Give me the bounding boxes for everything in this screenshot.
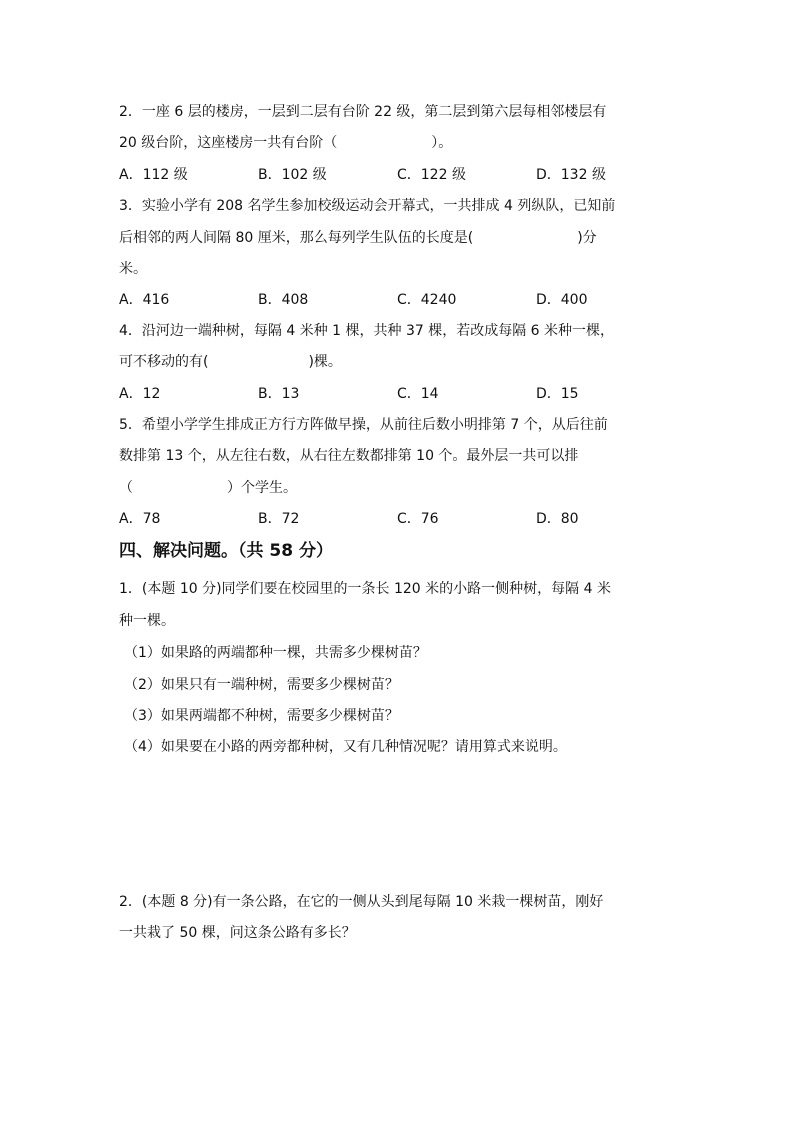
p2-line-1: 2．(本题 8 分)有一条公路，在它的一侧从头到尾每隔 10 米栽一棵树苗，刚好 xyxy=(119,894,604,910)
q3-line-3: 米。 xyxy=(119,261,147,277)
option-b: B．408 xyxy=(258,292,309,308)
option-d: D．15 xyxy=(536,386,579,402)
q3-stem-end: )分 xyxy=(577,230,597,246)
section-heading: 四、解决问题。（共 58 分） xyxy=(119,541,333,561)
q3-line-1: 3．实验小学有 208 名学生参加校级运动会开幕式，一共排成 4 列纵队，已知前 xyxy=(119,198,616,214)
option-d: D．400 xyxy=(536,292,588,308)
option-a: A．12 xyxy=(119,386,161,402)
option-a: A．112 级 xyxy=(119,167,188,183)
q2-line-2 xyxy=(119,133,452,153)
option-c: C．4240 xyxy=(397,292,457,308)
option-c: C．122 级 xyxy=(397,167,466,183)
option-d: D．80 xyxy=(536,511,579,527)
q5-stem-open: （ xyxy=(119,480,133,496)
q2-line-1: 2．一座 6 层的楼房，一层到二层有台阶 22 级，第二层到第六层每相邻楼层有 xyxy=(119,104,607,120)
q5-line-2: 数排第 13 个，从左往右数，从右往左数都排第 10 个。最外层一共可以排 xyxy=(119,448,579,464)
option-b: B．13 xyxy=(258,386,300,402)
q5-line-1: 5．希望小学学生排成正方行方阵做早操，从前往后数小明排第 7 个，从后往前 xyxy=(119,417,608,433)
p1-sub-question-1: （1）如果路的两端都种一棵，共需多少棵树苗？ xyxy=(124,645,427,661)
option-a: A．416 xyxy=(119,292,170,308)
q5-line-3 xyxy=(119,478,297,498)
q4-line-2 xyxy=(119,352,342,372)
p1-sub-question-2: （2）如果只有一端种树，需要多少棵树苗？ xyxy=(124,677,399,693)
p2-line-2: 一共栽了 50 棵，问这条公路有多长？ xyxy=(119,925,356,941)
option-c: C．14 xyxy=(397,386,439,402)
option-d: D．132 级 xyxy=(536,167,606,183)
option-b: B．102 级 xyxy=(258,167,327,183)
q5-stem-end: ）个学生。 xyxy=(227,480,297,496)
q2-stem-text: 20 级台阶，这座楼房一共有台阶（ xyxy=(119,135,338,151)
p1-line-2: 种一棵。 xyxy=(119,613,175,629)
p1-sub-question-4: （4）如果要在小路的两旁都种树，又有几种情况呢？请用算式来说明。 xyxy=(124,739,567,755)
option-b: B．72 xyxy=(258,511,300,527)
p1-sub-question-3: （3）如果两端都不种树，需要多少棵树苗？ xyxy=(124,708,399,724)
q3-line-2 xyxy=(119,228,597,248)
option-c: C．76 xyxy=(397,511,439,527)
option-a: A．78 xyxy=(119,511,161,527)
q4-stem-end: )棵。 xyxy=(308,354,342,370)
q2-stem-end: ）。 xyxy=(431,135,453,151)
q4-stem-text: 可不移动的有( xyxy=(119,354,209,370)
q4-line-1: 4．沿河边一端种树，每隔 4 米种 1 棵，共种 37 棵，若改成每隔 6 米种一棵， xyxy=(119,323,615,339)
p1-line-1: 1．(本题 10 分)同学们要在校园里的一条长 120 米的小路一侧种树，每隔 4 米 xyxy=(119,581,611,597)
q3-stem-text: 后相邻的两人间隔 80 厘米，那么每列学生队伍的长度是( xyxy=(119,230,474,246)
